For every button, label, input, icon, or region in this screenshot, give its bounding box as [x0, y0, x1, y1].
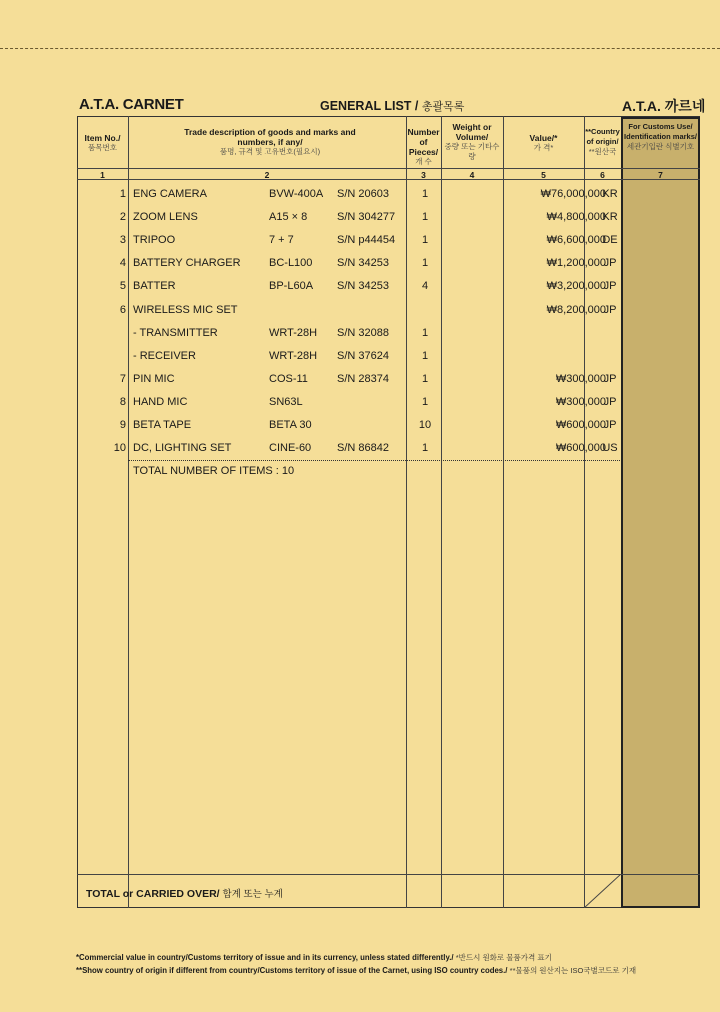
item-country: DE	[602, 234, 618, 246]
item-value: ₩8,200,000	[546, 304, 606, 316]
item-description: TRIPOO	[133, 234, 176, 246]
col-header-pieces	[406, 127, 441, 167]
col-header-item-no	[77, 133, 128, 153]
item-pieces: 4	[421, 280, 429, 292]
table-row	[77, 373, 622, 396]
item-model: 7 + 7	[269, 234, 294, 246]
item-description: HAND MIC	[133, 396, 188, 408]
col-header-customs	[622, 122, 699, 152]
col-header-ko: 개 수	[415, 157, 432, 166]
table-row	[77, 211, 622, 234]
item-no: 5	[119, 280, 126, 292]
item-value: ₩600,000	[555, 419, 606, 431]
item-country: JP	[603, 419, 617, 431]
item-pieces: 1	[421, 234, 429, 246]
total-items: TOTAL NUMBER OF ITEMS : 10	[133, 465, 295, 477]
item-pieces: 1	[421, 327, 429, 339]
table-row	[77, 327, 622, 350]
item-value: ₩76,000,000	[540, 188, 606, 200]
item-value: ₩6,600,000	[546, 234, 606, 246]
item-description: WIRELESS MIC SET	[133, 304, 238, 316]
col-number: 7	[658, 170, 663, 180]
item-country: JP	[603, 373, 617, 385]
col-number: 1	[100, 170, 105, 180]
col-header-label: For Customs Use/ Identification marks/	[624, 122, 697, 141]
col-header-weight	[441, 122, 503, 162]
col-header-description	[170, 127, 370, 157]
item-no: 1	[119, 188, 126, 200]
col-header-label: Weight or Volume/	[452, 122, 492, 142]
item-serial: S/N 304277	[337, 211, 396, 223]
item-serial: S/N 28374	[337, 373, 389, 385]
item-pieces: 1	[421, 442, 429, 454]
item-description: - TRANSMITTER	[133, 327, 218, 339]
footnote-origin-text: **Show country of origin if different from country/Customs territory of issue of the Carnet, using ISO country codes./	[76, 966, 508, 975]
item-country: KR	[602, 188, 618, 200]
item-serial: S/N 32088	[337, 327, 389, 339]
footnote-value-text: *Commercial value in country/Customs territory of issue and in its currency, unless stated differently./	[76, 953, 454, 962]
table-row	[77, 442, 622, 465]
item-model: WRT-28H	[269, 350, 318, 362]
item-pieces: 10	[418, 419, 432, 431]
header-divider	[77, 168, 700, 169]
footnote-value-ko: *반드시 원화로 물품가격 표기	[455, 953, 552, 962]
general-list-title	[320, 98, 464, 114]
col-number: 2	[264, 170, 270, 180]
col-header-country	[584, 127, 621, 157]
item-description: - RECEIVER	[133, 350, 196, 362]
col-number: 3	[421, 170, 426, 180]
col-header-ko: 품명, 규격 및 고유번호(필요시)	[219, 147, 321, 156]
col-header-label: **Country of origin/	[585, 127, 620, 146]
col-header-ko: 세관기입란 식별기호	[626, 142, 695, 151]
item-serial: S/N 86842	[337, 442, 389, 454]
col-header-ko: **원산국	[588, 147, 617, 156]
footnote-origin-ko: **물품의 원산지는 ISO국별코드로 기재	[509, 966, 637, 975]
item-serial: S/N p44454	[337, 234, 396, 246]
item-pieces: 1	[421, 396, 429, 408]
item-country: JP	[603, 304, 617, 316]
table-row	[77, 280, 622, 303]
item-pieces: 1	[421, 211, 429, 223]
table-row	[77, 304, 622, 327]
item-pieces: 1	[421, 188, 429, 200]
table-row	[77, 257, 622, 280]
item-country: JP	[603, 257, 617, 269]
item-model: WRT-28H	[269, 327, 318, 339]
item-description: BATTERY CHARGER	[133, 257, 241, 269]
table-row	[77, 188, 622, 211]
item-no: 10	[113, 442, 126, 454]
item-pieces: 1	[421, 257, 429, 269]
carried-over-label	[86, 886, 283, 900]
item-model: A15 × 8	[269, 211, 308, 223]
item-value: ₩4,800,000	[546, 211, 606, 223]
end-of-list-line	[128, 460, 620, 461]
col-header-label: Item No./	[84, 133, 121, 143]
item-country: JP	[603, 396, 617, 408]
slash-mark	[584, 874, 621, 908]
item-serial: S/N 37624	[337, 350, 389, 362]
item-no: 6	[119, 304, 126, 316]
col-number: 5	[541, 170, 546, 180]
carried-over-text-ko: 합계 또는 누계	[222, 889, 283, 900]
item-value: ₩600,000	[555, 442, 606, 454]
cut-line	[0, 48, 720, 49]
col-number: 4	[469, 170, 475, 180]
footnote-origin	[76, 965, 636, 976]
general-list-label-ko: 총괄목록	[421, 101, 465, 113]
item-serial: S/N 34253	[337, 257, 389, 269]
col-number: 6	[600, 170, 605, 180]
carnet-title-ko: A.T.A. 까르네	[622, 98, 706, 114]
item-value: ₩300,000	[555, 373, 606, 385]
item-serial: S/N 34253	[337, 280, 389, 292]
item-country: JP	[603, 280, 617, 292]
item-no: 8	[119, 396, 126, 408]
item-description: ENG CAMERA	[133, 188, 207, 200]
table-row	[77, 234, 622, 257]
item-model: CINE-60	[269, 442, 312, 454]
carnet-title: A.T.A. CARNET	[79, 96, 184, 113]
item-model: SN63L	[269, 396, 303, 408]
item-value: ₩300,000	[555, 396, 606, 408]
item-no: 3	[119, 234, 126, 246]
item-description: PIN MIC	[133, 373, 175, 385]
table-row	[77, 350, 622, 373]
col-header-value	[503, 133, 584, 153]
col-header-label: Trade description of goods and marks and numbers, if any/	[184, 127, 356, 147]
item-value: ₩1,200,000	[546, 257, 606, 269]
item-serial: S/N 20603	[337, 188, 389, 200]
item-model: COS-11	[269, 373, 308, 385]
carried-over-text: TOTAL or CARRIED OVER/	[86, 888, 220, 900]
item-model: BVW-400A	[269, 188, 324, 200]
item-no: 4	[119, 257, 126, 269]
item-description: BATTER	[133, 280, 176, 292]
col-header-label: Number of Pieces/	[407, 127, 440, 157]
table-row	[77, 396, 622, 419]
item-value: ₩3,200,000	[546, 280, 606, 292]
item-description: ZOOM LENS	[133, 211, 198, 223]
item-pieces: 1	[421, 350, 429, 362]
item-description: BETA TAPE	[133, 419, 192, 431]
col-header-ko: 품목번호	[88, 143, 117, 152]
general-list-label: GENERAL LIST /	[320, 99, 419, 113]
item-model: BC-L100	[269, 257, 313, 269]
item-pieces: 1	[421, 373, 429, 385]
item-model: BP-L60A	[269, 280, 314, 292]
footnote-value	[76, 952, 552, 963]
item-no: 9	[119, 419, 126, 431]
item-no: 7	[119, 373, 126, 385]
col-header-ko: 가 격*	[533, 143, 554, 152]
item-country: US	[602, 442, 618, 454]
col-header-label: Value/*	[529, 133, 558, 143]
col-header-ko: 중량 또는 기타수량	[444, 142, 500, 161]
item-country: KR	[602, 211, 618, 223]
table-row	[77, 419, 622, 442]
item-description: DC, LIGHTING SET	[133, 442, 232, 454]
item-no: 2	[119, 211, 126, 223]
item-model: BETA 30	[269, 419, 312, 431]
